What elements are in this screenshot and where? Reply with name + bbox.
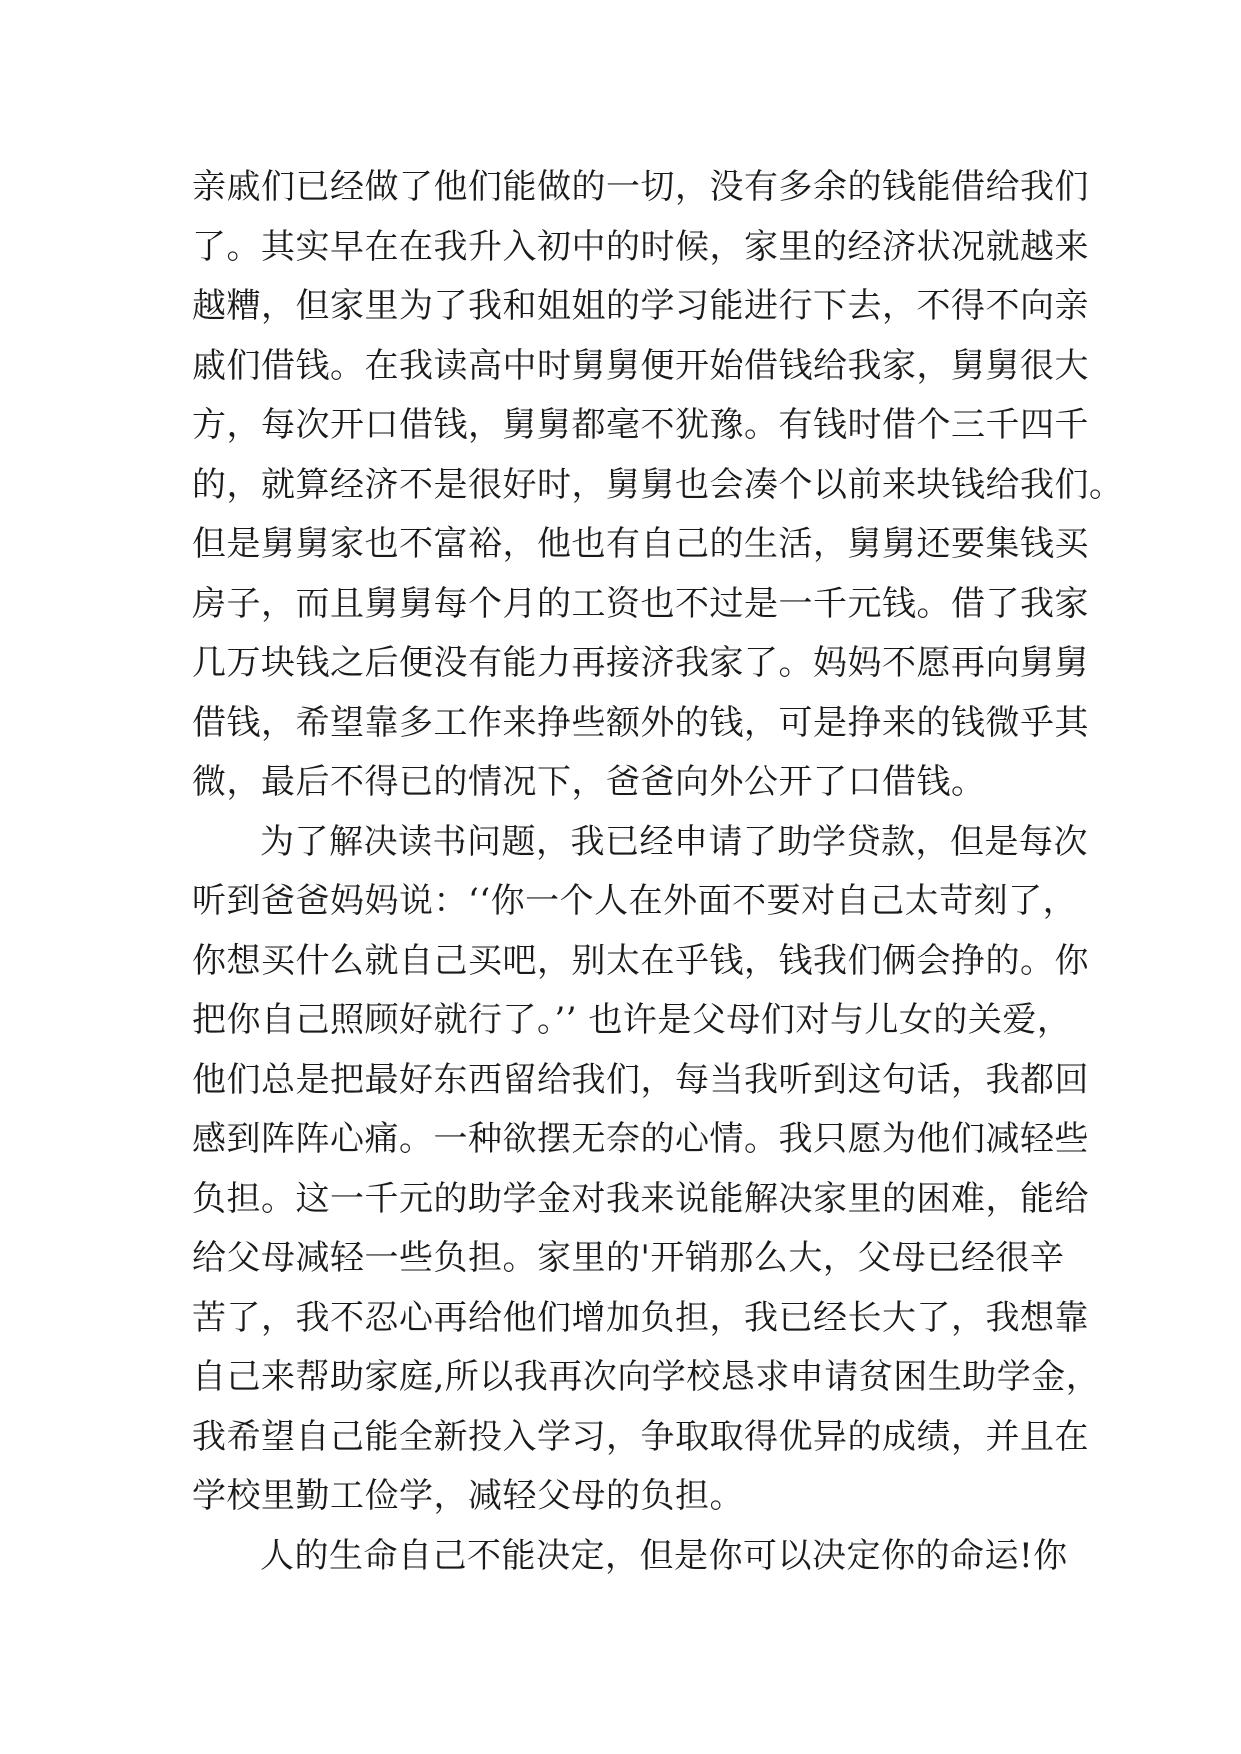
text-line: 越糟，但家里为了我和姐姐的学习能进行下去，不得不向亲 xyxy=(192,286,1089,326)
text-line: 借钱，希望靠多工作来挣些额外的钱，可是挣来的钱微乎其 xyxy=(192,702,1089,743)
body-text xyxy=(192,158,1124,1586)
text-line: 微，最后不得已的情况下，爸爸向外公开了口借钱。 xyxy=(192,762,986,802)
text-line: 几万块钱之后便没有能力再接济我家了。妈妈不愿再向舅舅 xyxy=(192,643,1089,683)
paragraph-first-line: 人的生命自己不能决定，但是你可以决定你的命运!你 xyxy=(260,1535,1068,1576)
text-line: 了。其实早在在我升入初中的时候，家里的经济状况就越来 xyxy=(192,226,1089,267)
text-line: 负担。这一千元的助学金对我来说能解决家里的困难，能给 xyxy=(192,1178,1089,1219)
text-line: 的，就算经济不是很好时，舅舅也会凑个以前来块钱给我们。 xyxy=(192,464,1124,505)
text-line: 我希望自己能全新投入学习，争取取得优异的成绩，并且在 xyxy=(192,1416,1089,1457)
text-line: 他们总是把最好东西留给我们，每当我听到这句话，我都回 xyxy=(192,1059,1089,1100)
text-line: 苦了，我不忍心再给他们增加负担，我已经长大了，我想靠 xyxy=(192,1297,1089,1338)
text-line: 自己来帮助家庭,所以我再次向学校恳求申请贫困生助学金， xyxy=(192,1357,1101,1397)
text-line: 亲戚们已经做了他们能做的一切，没有多余的钱能借给我们 xyxy=(192,167,1089,207)
text-line: 学校里勤工俭学，减轻父母的负担。 xyxy=(192,1476,744,1516)
text-line: 方，每次开口借钱，舅舅都毫不犹豫。有钱时借个三千四千 xyxy=(192,405,1089,445)
text-line: 给父母减轻一些负担。家里的'开销那么大，父母已经很辛 xyxy=(192,1238,1065,1278)
text-line: 但是舅舅家也不富裕，他也有自己的生活，舅舅还要集钱买 xyxy=(192,524,1089,564)
text-line: 你想买什么就自己买吧，别太在乎钱，钱我们俩会挣的。你 xyxy=(192,940,1089,981)
paragraph-first-line: 为了解决读书问题，我已经申请了助学贷款，但是每次 xyxy=(260,821,1088,862)
text-line: 感到阵阵心痛。一种欲摆无奈的心情。我只愿为他们减轻些 xyxy=(192,1119,1089,1159)
text-line: 戚们借钱。在我读高中时舅舅便开始借钱给我家，舅舅很大 xyxy=(192,345,1089,386)
text-line: 把你自己照顾好就行了。’’ 也许是父母们对与儿女的关爱， xyxy=(192,1000,1072,1040)
text-line: 听到爸爸妈妈说：‘‘你一个人在外面不要对自己太苛刻了， xyxy=(192,881,1078,921)
text-line: 房子，而且舅舅每个月的工资也不过是一千元钱。借了我家 xyxy=(192,583,1089,624)
